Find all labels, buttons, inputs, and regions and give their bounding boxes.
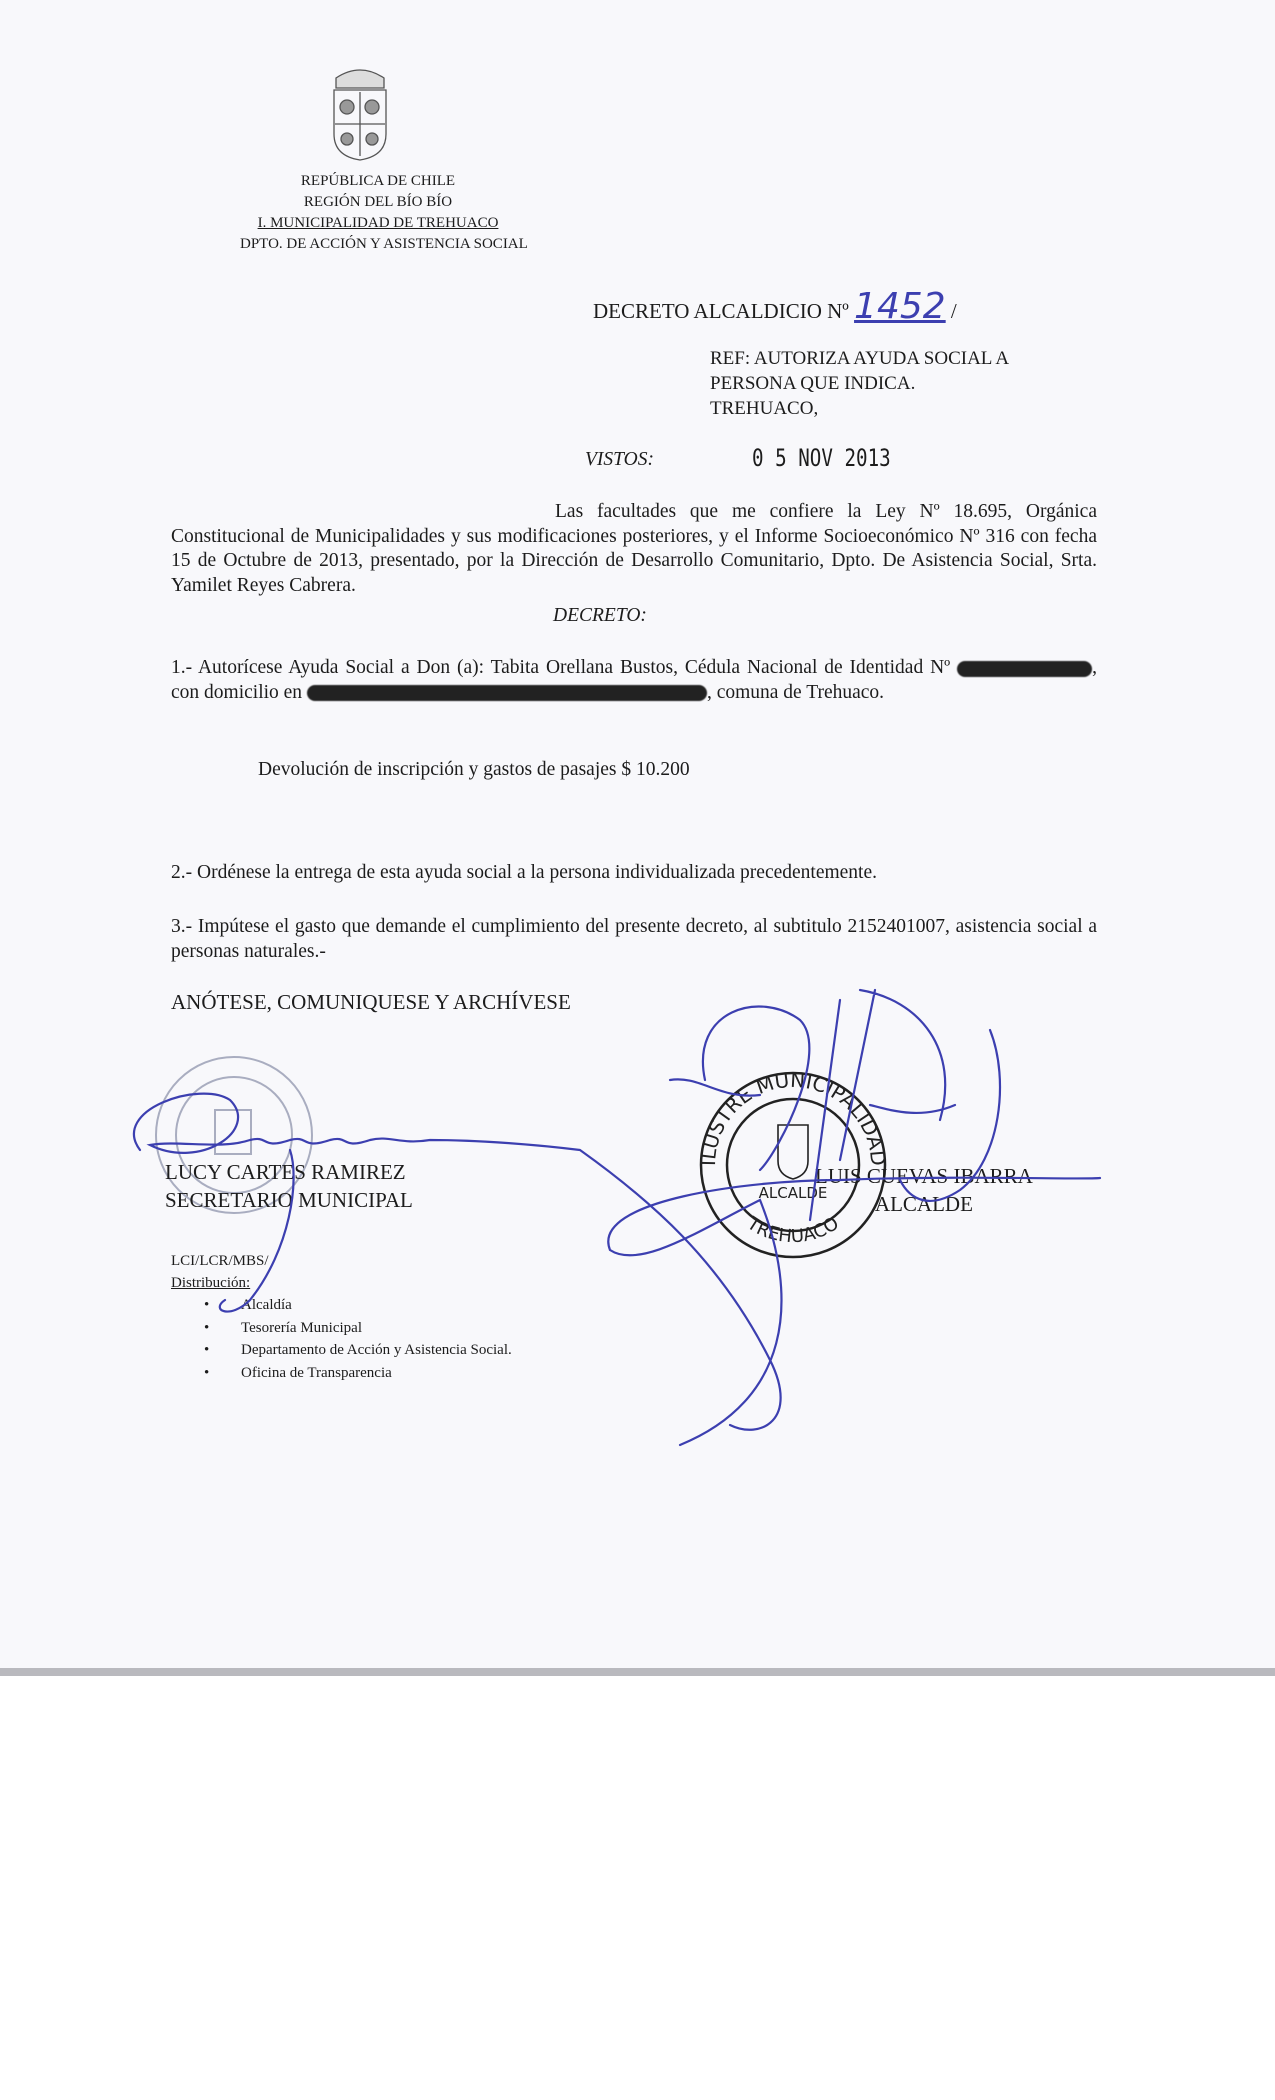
item-3: 3.- Impútese el gasto que demande el cumplimiento del presente decreto, al subtitulo 2152401007, asistencia social a personas naturales.- — [171, 916, 1097, 962]
item-1-commune: , comuna de Trehuaco. — [706, 681, 885, 703]
initials: LCI/LCR/MBS/ — [171, 1253, 269, 1269]
redacted-address — [307, 685, 707, 701]
aid-concept: Devolución de inscripción y gastos de pasajes $ 10.200 — [258, 759, 690, 780]
item-2: 2.- Ordénese la entrega de esta ayuda social a la persona individualizada precedentemente. — [171, 862, 877, 883]
list-item: • Oficina de Transparencia — [204, 1362, 512, 1385]
list-item: • Tesorería Municipal — [204, 1317, 512, 1340]
reference-block — [710, 346, 1009, 421]
letterhead-municipality: I. MUNICIPALIDAD DE TREHUACO — [257, 215, 499, 231]
signer-right-name: LUIS CUEVAS IBARRA — [815, 1164, 1033, 1188]
stamp-top-text: ILUSTRE MUNICIPALIDAD — [695, 1067, 891, 1167]
item-1-text: 1.- Autorícese Ayuda Social a Don (a): Tabita Orellana Bustos, Cédula Nacional de Identidad Nº — [171, 657, 951, 678]
date-stamp: 0 5 NOV 2013 — [752, 444, 891, 472]
distribution-label: Distribución: — [171, 1275, 251, 1291]
svg-text:ILUSTRE MUNICIPALIDAD — [696, 1068, 890, 1167]
letterhead-department: DPTO. DE ACCIÓN Y ASISTENCIA SOCIAL — [240, 236, 528, 252]
item-1-address-label: , con domicilio en — [171, 657, 1098, 703]
letterhead-region: REGIÓN DEL BÍO BÍO — [303, 194, 453, 210]
signer-left-name: LUCY CARTES RAMIREZ — [165, 1160, 406, 1184]
decree-title — [593, 286, 957, 327]
signer-left-title: SECRETARIO MUNICIPAL — [165, 1188, 413, 1212]
list-item: • Departamento de Acción y Asistencia Social. — [204, 1339, 512, 1362]
ref-line-1: REF: AUTORIZA AYUDA SOCIAL A — [710, 348, 1010, 369]
stamp-center-text: ALCALDE — [758, 1184, 828, 1202]
vistos-paragraph: Las facultades que me confiere la Ley Nº 18.695, Orgánica Constitucional de Municipalidades y sus modificaciones posteriores, y el Informe Socioeconómico Nº 316 con fecha 15 de Octubre de 2013, presentado, por la Dirección de Desarrollo Comunitario, Dpto. De Asistencia Social, Srta. Yamilet Reyes Cabrera. — [171, 501, 1097, 596]
stamp-bottom-text: TREHUACO — [743, 1212, 843, 1248]
signature-block-right — [815, 1162, 1033, 1218]
signature-block-left — [165, 1158, 413, 1214]
redacted-id-number — [957, 661, 1092, 677]
distribution-block — [171, 1250, 512, 1384]
scan-edge — [0, 1668, 1275, 1676]
ref-line-3: TREHUACO, — [710, 398, 819, 419]
closing-formula: ANÓTESE, COMUNIQUESE Y ARCHÍVESE — [171, 990, 571, 1014]
decree-number-handwritten: 1452 — [854, 286, 946, 327]
signer-right-title: ALCALDE — [874, 1192, 973, 1216]
decreto-label: DECRETO: — [553, 605, 647, 626]
letterhead — [240, 171, 528, 255]
decree-slash: / — [950, 299, 957, 323]
distribution-list — [204, 1294, 512, 1384]
coat-of-arms-logo — [334, 70, 386, 160]
vistos-label: VISTOS: — [585, 449, 654, 470]
item-1 — [171, 656, 1097, 705]
decree-title-text: DECRETO ALCALDICIO Nº — [593, 299, 849, 323]
letterhead-country: REPÚBLICA DE CHILE — [300, 173, 456, 189]
ref-line-2: PERSONA QUE INDICA. — [710, 373, 916, 394]
list-item: • Alcaldía — [204, 1294, 512, 1317]
